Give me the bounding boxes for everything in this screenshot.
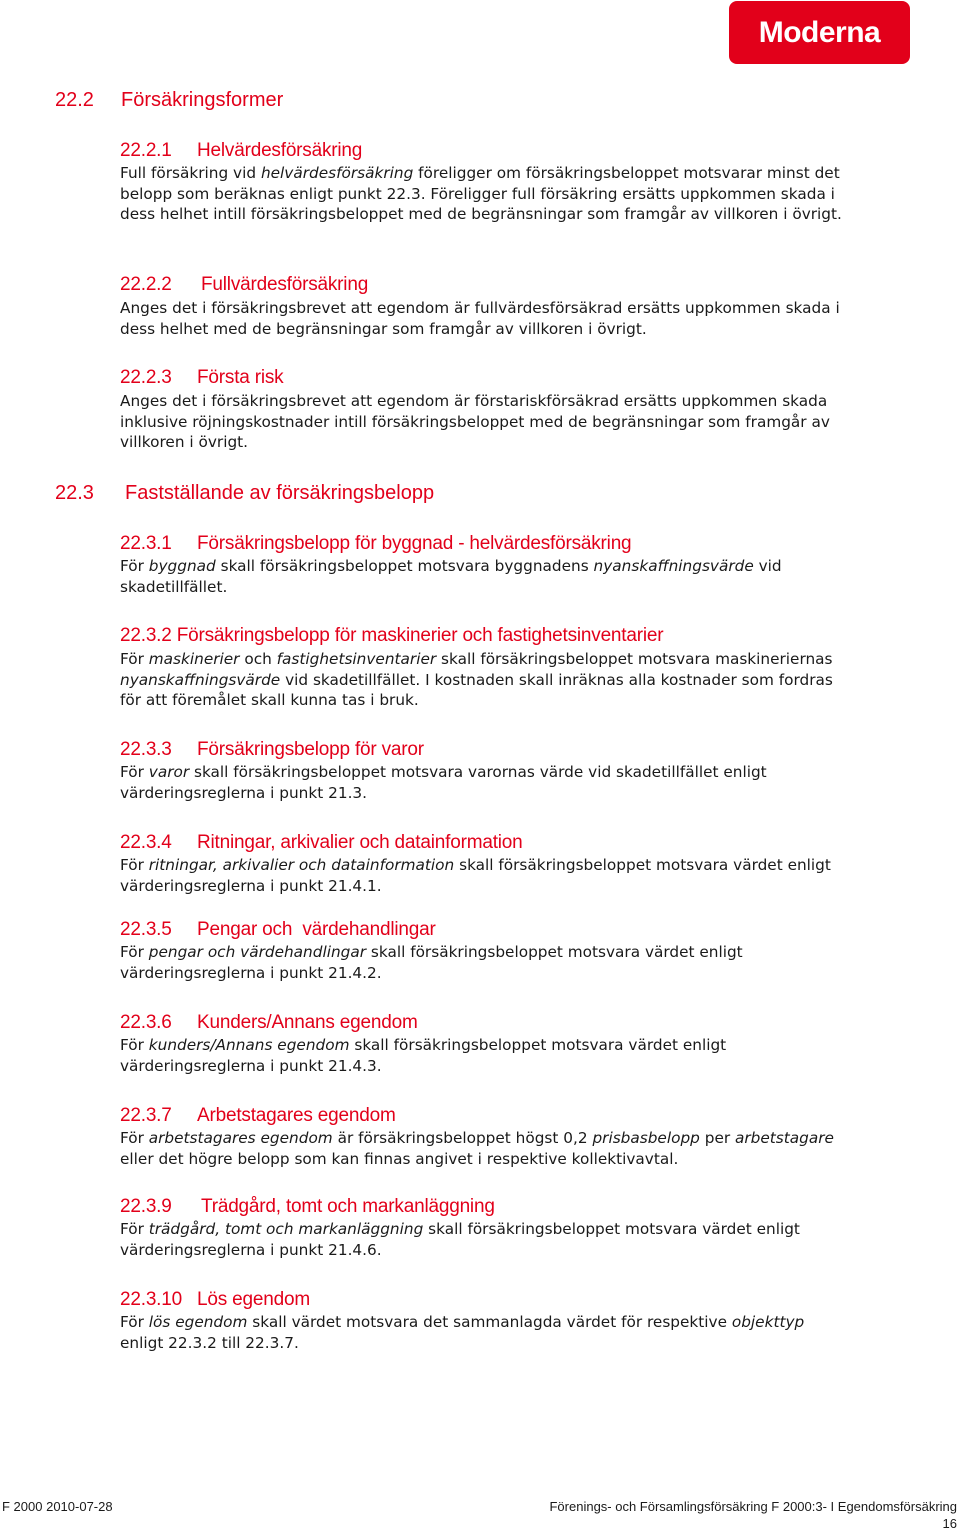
heading-number: 22.3.6 — [120, 1012, 172, 1033]
heading-title: Försäkringsbelopp för varor — [197, 739, 424, 760]
text: per — [699, 1129, 736, 1147]
heading-number: 22.3.2 — [120, 625, 172, 646]
heading-number: 22.2 — [55, 89, 94, 111]
heading-22-3-10 — [120, 1288, 310, 1312]
heading-number: 22.2.1 — [120, 140, 172, 161]
text: För — [120, 1220, 149, 1238]
text: Full försäkring vid — [120, 164, 261, 182]
heading-22-3 — [55, 481, 434, 505]
heading-title: Försäkringsbelopp för maskinerier och fastighetsinventarier — [176, 625, 664, 646]
heading-title: Arbetstagares egendom — [197, 1105, 396, 1126]
emphasis: byggnad — [148, 557, 216, 575]
text: vid skadetillfället. I kostnaden skall inräknas alla kostnader som fordras för att föremålet skall kunna tas i bruk. — [120, 670, 833, 710]
heading-number: 22.3 — [55, 482, 94, 504]
text: För — [120, 557, 149, 575]
paragraph-22-2-1 — [120, 163, 865, 225]
moderna-logo — [729, 1, 910, 64]
emphasis: varor — [148, 763, 190, 781]
emphasis: trädgård, tomt och markanläggning — [148, 1220, 424, 1238]
paragraph-22-3-2 — [120, 649, 855, 711]
heading-22-2-2 — [120, 273, 368, 297]
text: skall försäkringsbeloppet motsvara maskineriernas — [436, 650, 833, 668]
paragraph-22-3-9 — [120, 1219, 880, 1260]
text: enligt 22.3.2 till 22.3.7. — [120, 1333, 299, 1352]
text: skall försäkringsbeloppet motsvara värdet enligt värderingsreglerna i punkt 21.4.2. — [120, 943, 743, 982]
text: skall försäkringsbeloppet motsvara byggnadens — [215, 557, 594, 575]
paragraph-22-3-3 — [120, 762, 850, 803]
heading-number: 22.3.1 — [120, 533, 172, 554]
emphasis: nyanskaffningsvärde — [593, 557, 754, 575]
heading-22-3-7 — [120, 1104, 396, 1128]
paragraph-22-2-2: Anges det i försäkringsbrevet att egendom är fullvärdesförsäkrad ersätts uppkommen skada i dess helhet med de begränsningar som framgår av villkoren i övrigt. — [120, 299, 840, 338]
text: För — [120, 856, 149, 874]
emphasis: objekttyp — [731, 1313, 805, 1331]
text: skall försäkringsbeloppet motsvara värdet enligt värderingsreglerna i punkt 21.4.6. — [120, 1220, 800, 1259]
emphasis: ritningar, arkivalier och datainformation — [148, 856, 455, 874]
emphasis: lös egendom — [148, 1313, 248, 1331]
paragraph-22-3-4 — [120, 855, 865, 896]
emphasis: kunders/Annans egendom — [148, 1036, 350, 1054]
text: föreligger om försäkringsbeloppet motsvarar minst det belopp som beräknas enligt punkt 22.3. Föreligger full försäkring ersätts uppkommen skada i dess helhet intill försäkringsbeloppet med de begränsningar som framgår av villkoren i övrigt. — [120, 164, 842, 224]
heading-title: Trädgård, tomt och markanläggning — [201, 1196, 495, 1217]
heading-22-3-6 — [120, 1011, 418, 1035]
text: vid skadetillfället. — [120, 557, 782, 596]
logo-text: Moderna — [758, 15, 881, 49]
heading-22-2-1 — [120, 139, 362, 163]
paragraph-22-2-3: Anges det i försäkringsbrevet att egendom är förstariskförsäkrad ersätts uppkommen skada inklusive röjningskostnader intill försäkringsbeloppet med de begränsningar som framgår av villkoren i övrigt. — [120, 392, 830, 452]
paragraph-22-3-7 — [120, 1128, 860, 1169]
emphasis: fastighetsinventarier — [276, 650, 437, 668]
text: skall försäkringsbeloppet motsvara värdet enligt värderingsreglerna i punkt 21.4.3. — [120, 1036, 727, 1075]
heading-number: 22.3.3 — [120, 739, 172, 760]
heading-22-2 — [55, 88, 283, 112]
emphasis: arbetstagare — [735, 1129, 834, 1147]
heading-number: 22.3.7 — [120, 1105, 172, 1126]
heading-number: 22.3.5 — [120, 919, 172, 940]
emphasis: nyanskaffningsvärde — [120, 670, 281, 689]
text: För — [120, 1313, 149, 1331]
footer-document-title: Förenings- och Församlingsförsäkring F 2000:3- I Egendomsförsäkring — [549, 1499, 957, 1514]
paragraph-22-3-6 — [120, 1035, 820, 1076]
heading-title: Ritningar, arkivalier och datainformation — [197, 832, 523, 853]
heading-title: Försäkringsbelopp för byggnad - helvärdesförsäkring — [197, 533, 632, 554]
text: För — [120, 1036, 149, 1054]
heading-22-3-9 — [120, 1195, 495, 1219]
heading-number: 22.2.2 — [120, 274, 172, 295]
heading-title: Försäkringsformer — [121, 89, 284, 111]
text: För — [120, 943, 149, 961]
text: För — [120, 763, 149, 781]
text: För — [120, 650, 149, 668]
heading-number: 22.3.9 — [120, 1196, 172, 1217]
footer-date: F 2000 2010-07-28 — [2, 1499, 113, 1514]
text: skall försäkringsbeloppet motsvara varornas värde vid skadetillfället enligt värderingsreglerna i punkt 21.3. — [120, 763, 767, 802]
paragraph-22-3-1 — [120, 556, 865, 597]
heading-title: Första risk — [197, 367, 284, 388]
heading-title: Lös egendom — [197, 1289, 310, 1310]
text: och — [239, 650, 277, 668]
heading-22-3-3 — [120, 738, 424, 762]
emphasis: helvärdesförsäkring — [260, 164, 414, 182]
emphasis: pengar och värdehandlingar — [148, 943, 367, 961]
heading-22-3-1 — [120, 532, 631, 556]
heading-22-3-4 — [120, 831, 523, 855]
text: är försäkringsbeloppet högst 0,2 — [332, 1129, 593, 1147]
text: För — [120, 1129, 149, 1147]
paragraph-22-3-5 — [120, 942, 820, 983]
emphasis: arbetstagares egendom — [148, 1129, 333, 1147]
heading-number: 22.3.10 — [120, 1289, 182, 1310]
text: eller det högre belopp som kan finnas angivet i respektive kollektivavtal. — [120, 1149, 679, 1168]
paragraph-22-3-10 — [120, 1312, 820, 1353]
emphasis: prisbasbelopp — [592, 1129, 700, 1147]
heading-title: Pengar och värdehandlingar — [197, 919, 436, 940]
heading-22-3-2 — [120, 624, 663, 648]
text: skall värdet motsvara det sammanlagda värdet för respektive — [247, 1313, 732, 1331]
text: skall försäkringsbeloppet motsvara värdet enligt värderingsreglerna i punkt 21.4.1. — [120, 856, 831, 895]
heading-title: Fullvärdesförsäkring — [201, 274, 369, 295]
heading-title: Fastställande av försäkringsbelopp — [125, 482, 435, 504]
heading-22-3-5 — [120, 918, 436, 942]
heading-title: Helvärdesförsäkring — [197, 140, 363, 161]
heading-22-2-3 — [120, 366, 283, 390]
heading-title: Kunders/Annans egendom — [197, 1012, 418, 1033]
page-number: 16 — [942, 1516, 957, 1531]
heading-number: 22.3.4 — [120, 832, 172, 853]
heading-number: 22.2.3 — [120, 367, 172, 388]
emphasis: maskinerier — [148, 650, 240, 668]
